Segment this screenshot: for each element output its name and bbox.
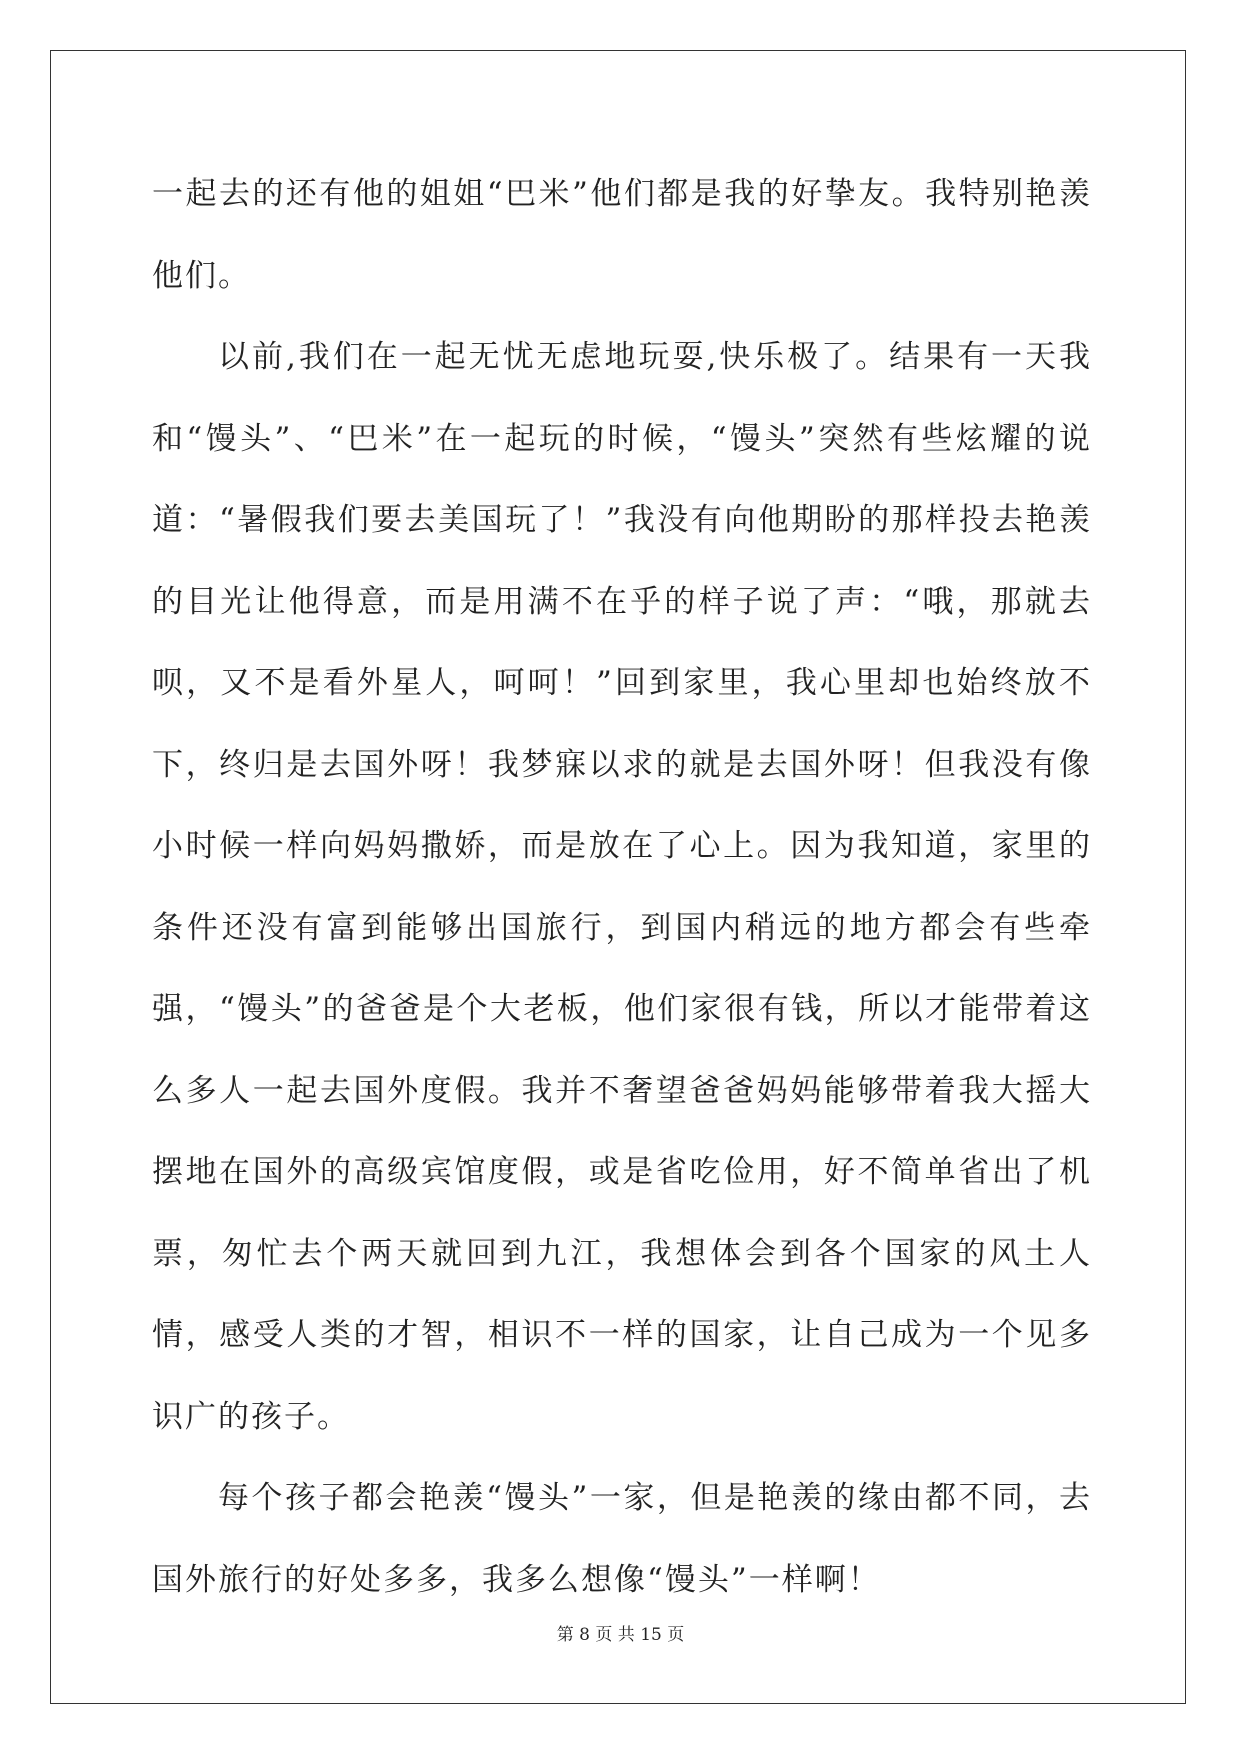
document-body bbox=[152, 154, 1092, 1621]
paragraph-1: 一起去的还有他的姐姐“巴米”他们都是我的好挚友。我特别艳羡他们。 bbox=[152, 176, 1092, 294]
paragraph-2: 以前,我们在一起无忧无虑地玩耍,快乐极了。结果有一天我和“馒头”、“巴米”在一起玩的时候，“馒头”突然有些炫耀的说道：“暑假我们要去美国玩了！”我没有向他期盼的那样投去艳羡的目光让他得意，而是用满不在乎的样子说了声：“哦，那就去呗，又不是看外星人，呵呵！”回到家里，我心里却也始终放不下，终归是去国外呀！我梦寐以求的就是去国外呀！但我没有像小时候一样向妈妈撒娇，而是放在了心上。因为我知道，家里的条件还没有富到能够出国旅行，到国内稍远的地方都会有些牵强，“馒头”的爸爸是个大老板，他们家很有钱，所以才能带着这么多人一起去国外度假。我并不奢望爸爸妈妈能够带着我大摇大摆地在国外的高级宾馆度假，或是省吃俭用，好不简单省出了机票，匆忙去个两天就回到九江，我想体会到各个国家的风土人情，感受人类的才智，相识不一样的国家，让自己成为一个见多识广的孩子。 bbox=[152, 339, 1092, 1435]
page-number-footer: 第 8 页 共 15 页 bbox=[556, 1625, 685, 1645]
paragraph-3: 每个孩子都会艳羡“馒头”一家，但是艳羡的缘由都不同，去国外旅行的好处多多，我多么想像“馒头”一样啊！ bbox=[152, 1480, 1092, 1598]
